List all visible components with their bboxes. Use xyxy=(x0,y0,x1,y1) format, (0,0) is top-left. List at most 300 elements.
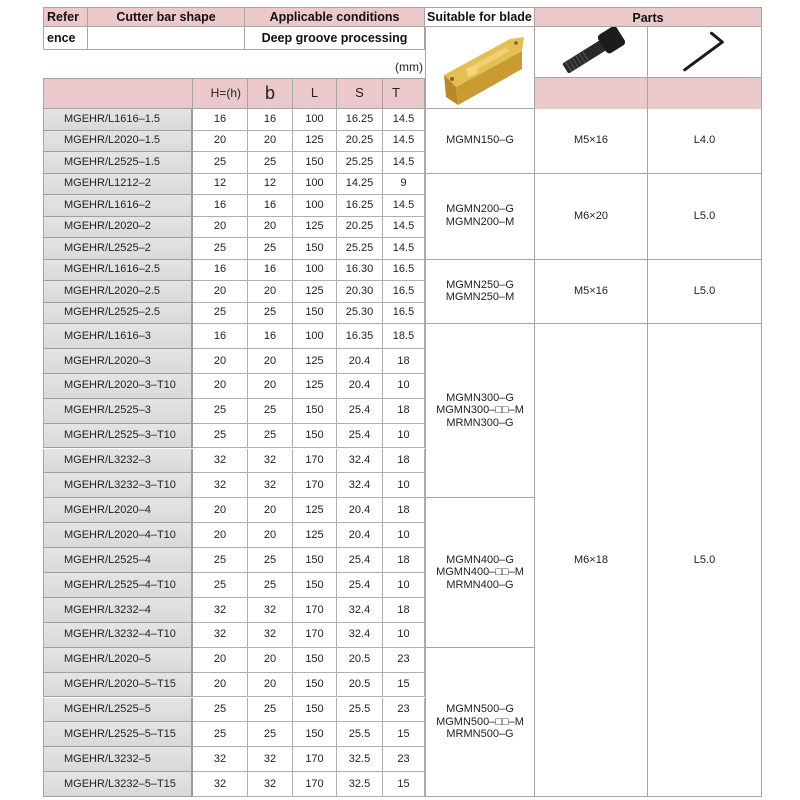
key-spec: L5.0 xyxy=(693,284,716,297)
cell-t xyxy=(383,217,425,239)
model-name: MGEHR/L3232–3 xyxy=(64,454,151,467)
cell-s xyxy=(337,131,383,153)
column-header-t-label: T xyxy=(392,85,400,101)
value-h: 16 xyxy=(213,198,227,211)
reference-label-bottom: ence xyxy=(47,30,76,45)
cell-h xyxy=(193,399,248,424)
cell-b xyxy=(248,673,293,698)
value-s: 32.4 xyxy=(348,603,371,616)
screw-spec: M6×18 xyxy=(574,553,608,566)
value-s: 25.4 xyxy=(348,404,371,417)
value-t: 16.5 xyxy=(392,306,415,319)
model-cell xyxy=(43,217,193,239)
model-cell xyxy=(43,648,193,673)
cell-b xyxy=(248,324,293,349)
blade-group-cell xyxy=(425,498,535,647)
cell-t xyxy=(383,131,425,153)
value-b: 32 xyxy=(263,479,277,492)
value-t: 14.5 xyxy=(392,220,415,233)
value-l: 150 xyxy=(305,678,324,691)
model-cell xyxy=(43,349,193,374)
value-l: 170 xyxy=(305,454,324,467)
cell-s xyxy=(337,473,383,498)
value-t: 23 xyxy=(397,653,410,666)
value-b: 12 xyxy=(263,177,277,190)
value-l: 125 xyxy=(305,379,324,392)
model-name: MGEHR/L1616–2 xyxy=(64,198,151,211)
cell-t xyxy=(383,573,425,598)
model-cell xyxy=(43,548,193,573)
value-l: 150 xyxy=(305,553,324,566)
cell-b xyxy=(248,473,293,498)
cell-h xyxy=(193,598,248,623)
cell-l xyxy=(293,722,337,747)
cell-h xyxy=(193,195,248,217)
screw-image-cell xyxy=(535,27,648,78)
model-name: MGEHR/L2020–1.5 xyxy=(64,134,160,147)
cell-b xyxy=(248,548,293,573)
cell-l xyxy=(293,131,337,153)
key-group-cell xyxy=(648,260,762,325)
value-h: 25 xyxy=(213,306,227,319)
unit-text: (mm) xyxy=(395,60,423,75)
cell-b xyxy=(248,131,293,153)
model-cell xyxy=(43,281,193,303)
cell-l xyxy=(293,772,337,797)
value-t: 16.5 xyxy=(392,263,415,276)
value-t: 18 xyxy=(397,553,410,566)
value-t: 14.5 xyxy=(392,155,415,168)
clamp-screw-icon xyxy=(535,27,647,78)
cell-b xyxy=(248,260,293,282)
value-s: 32.4 xyxy=(348,454,371,467)
value-t: 9 xyxy=(400,177,407,190)
cell-h xyxy=(193,109,248,131)
cell-l xyxy=(293,238,337,260)
cell-t xyxy=(383,747,425,772)
reference-header-continued xyxy=(43,27,88,50)
parts-label: Parts xyxy=(632,10,664,25)
value-b: 25 xyxy=(263,306,277,319)
value-t: 10 xyxy=(397,628,410,641)
cell-t xyxy=(383,548,425,573)
blade-code: MGMN200–M xyxy=(445,216,515,228)
cell-h xyxy=(193,623,248,648)
cell-l xyxy=(293,698,337,723)
cell-t xyxy=(383,623,425,648)
key-group-cell xyxy=(648,324,762,797)
cell-s xyxy=(337,698,383,723)
model-name: MGEHR/L2525–3 xyxy=(64,404,151,417)
cell-l xyxy=(293,399,337,424)
model-name: MGEHR/L3232–3–T10 xyxy=(64,479,176,492)
cell-t xyxy=(383,349,425,374)
value-h: 32 xyxy=(213,479,227,492)
value-h: 25 xyxy=(213,241,227,254)
condition-value: Deep groove processing xyxy=(261,30,408,45)
value-l: 125 xyxy=(305,284,324,297)
cell-t xyxy=(383,303,425,325)
value-b: 25 xyxy=(263,553,277,566)
cell-s xyxy=(337,399,383,424)
model-cell xyxy=(43,722,193,747)
cell-b xyxy=(248,152,293,174)
cell-t xyxy=(383,722,425,747)
blade-code: MRMN500–G xyxy=(446,728,514,741)
cell-b xyxy=(248,573,293,598)
cell-h xyxy=(193,673,248,698)
value-s: 20.4 xyxy=(348,528,371,541)
condition-value-cell xyxy=(245,27,425,50)
model-cell xyxy=(43,324,193,349)
cell-s xyxy=(337,772,383,797)
value-l: 125 xyxy=(305,503,324,516)
cell-s xyxy=(337,303,383,325)
value-b: 20 xyxy=(263,354,277,367)
value-s: 14.25 xyxy=(345,177,374,190)
blade-code: MRMN400–G xyxy=(446,578,514,591)
value-b: 20 xyxy=(263,653,277,666)
value-l: 100 xyxy=(305,329,324,342)
value-s: 20.5 xyxy=(348,678,371,691)
cell-b xyxy=(248,349,293,374)
value-t: 18.5 xyxy=(392,329,415,342)
blade-image-cell xyxy=(425,27,535,109)
column-header-l-label: L xyxy=(310,85,319,101)
value-h: 16 xyxy=(213,263,227,276)
cell-l xyxy=(293,152,337,174)
cell-h xyxy=(193,772,248,797)
model-cell xyxy=(43,772,193,797)
value-l: 150 xyxy=(305,578,324,591)
value-t: 16.5 xyxy=(392,284,415,297)
value-s: 20.4 xyxy=(348,503,371,516)
cell-l xyxy=(293,174,337,196)
model-name: MGEHR/L2525–2.5 xyxy=(64,306,160,319)
blade-code: MGMN500–□□–M xyxy=(436,715,524,728)
grooving-insert-icon xyxy=(430,31,530,105)
value-t: 14.5 xyxy=(392,134,415,147)
model-cell xyxy=(43,498,193,523)
cell-t xyxy=(383,152,425,174)
cell-b xyxy=(248,281,293,303)
parts-header xyxy=(535,7,762,27)
value-s: 25.4 xyxy=(348,429,371,442)
value-l: 150 xyxy=(305,728,324,741)
cell-b xyxy=(248,623,293,648)
blade-code: MGMN150–G xyxy=(446,134,514,147)
model-name: MGEHR/L2525–4–T10 xyxy=(64,578,176,591)
cell-b xyxy=(248,217,293,239)
model-name: MGEHR/L2020–2 xyxy=(64,220,151,233)
blade-group-cell xyxy=(425,260,535,325)
value-t: 23 xyxy=(397,703,410,716)
model-cell xyxy=(43,473,193,498)
cell-t xyxy=(383,174,425,196)
cell-s xyxy=(337,424,383,449)
value-l: 100 xyxy=(305,198,324,211)
value-h: 32 xyxy=(213,454,227,467)
cell-h xyxy=(193,523,248,548)
key-spec: L5.0 xyxy=(693,553,716,566)
value-t: 10 xyxy=(397,429,410,442)
cell-t xyxy=(383,399,425,424)
cell-l xyxy=(293,109,337,131)
cell-b xyxy=(248,424,293,449)
value-h: 32 xyxy=(213,777,227,790)
column-header-h-label: H=(h) xyxy=(210,85,241,100)
value-h: 20 xyxy=(213,653,227,666)
value-h: 20 xyxy=(213,678,227,691)
cell-s xyxy=(337,217,383,239)
value-t: 10 xyxy=(397,379,410,392)
cutter-bar-shape-label: Cutter bar shape xyxy=(116,9,216,24)
key-group-cell xyxy=(648,174,762,260)
value-l: 150 xyxy=(305,653,324,666)
cell-h xyxy=(193,747,248,772)
value-l: 150 xyxy=(305,306,324,319)
value-s: 25.30 xyxy=(345,306,374,319)
value-s: 20.30 xyxy=(345,284,374,297)
value-h: 20 xyxy=(213,220,227,233)
cell-l xyxy=(293,374,337,399)
blade-code: MGMN250–G xyxy=(446,278,514,291)
model-name: MGEHR/L2525–2 xyxy=(64,241,151,254)
value-h: 20 xyxy=(213,503,227,516)
value-s: 25.4 xyxy=(348,578,371,591)
model-cell xyxy=(43,523,193,548)
value-t: 14.5 xyxy=(392,241,415,254)
cutter-bar-shape-cell xyxy=(88,27,245,50)
screw-spec: M6×20 xyxy=(574,209,608,222)
unit-label xyxy=(360,58,425,78)
cell-t xyxy=(383,260,425,282)
cell-b xyxy=(248,399,293,424)
value-s: 16.30 xyxy=(345,263,374,276)
value-b: 25 xyxy=(263,703,277,716)
cell-b xyxy=(248,238,293,260)
value-t: 18 xyxy=(397,454,410,467)
value-s: 16.25 xyxy=(345,198,374,211)
cell-b xyxy=(248,772,293,797)
model-name: MGEHR/L2020–3 xyxy=(64,354,151,367)
cell-b xyxy=(248,598,293,623)
cell-t xyxy=(383,498,425,523)
cutter-bar-shape-header xyxy=(88,7,245,27)
value-l: 170 xyxy=(305,603,324,616)
cell-l xyxy=(293,473,337,498)
cell-h xyxy=(193,374,248,399)
value-t: 14.5 xyxy=(392,198,415,211)
model-name: MGEHR/L2525–1.5 xyxy=(64,155,160,168)
value-s: 16.25 xyxy=(345,112,374,125)
cell-t xyxy=(383,195,425,217)
cell-l xyxy=(293,324,337,349)
cell-s xyxy=(337,623,383,648)
cell-t xyxy=(383,473,425,498)
value-l: 170 xyxy=(305,777,324,790)
value-l: 170 xyxy=(305,752,324,765)
cell-l xyxy=(293,424,337,449)
value-s: 32.4 xyxy=(348,628,371,641)
column-header-t xyxy=(383,78,425,109)
model-name: MGEHR/L3232–4 xyxy=(64,603,151,616)
cell-h xyxy=(193,349,248,374)
value-t: 23 xyxy=(397,752,410,765)
model-cell xyxy=(43,698,193,723)
cell-h xyxy=(193,217,248,239)
value-b: 16 xyxy=(263,263,277,276)
cell-l xyxy=(293,217,337,239)
reference-header xyxy=(43,7,88,27)
value-h: 20 xyxy=(213,134,227,147)
value-b: 20 xyxy=(263,678,277,691)
model-name: MGEHR/L2020–4–T10 xyxy=(64,528,176,541)
screw-spec: M5×16 xyxy=(574,134,608,147)
cell-t xyxy=(383,238,425,260)
cell-s xyxy=(337,523,383,548)
screw-spec: M5×16 xyxy=(574,284,608,297)
cell-s xyxy=(337,238,383,260)
value-b: 25 xyxy=(263,429,277,442)
value-h: 20 xyxy=(213,528,227,541)
screw-group-cell xyxy=(535,109,648,174)
screw-group-cell xyxy=(535,260,648,325)
cell-h xyxy=(193,281,248,303)
cell-l xyxy=(293,349,337,374)
value-b: 25 xyxy=(263,728,277,741)
value-b: 25 xyxy=(263,578,277,591)
blade-code: MRMN300–G xyxy=(446,416,514,429)
cell-h xyxy=(193,324,248,349)
key-spec: L5.0 xyxy=(693,209,716,222)
value-b: 25 xyxy=(263,241,277,254)
model-name: MGEHR/L2525–5–T15 xyxy=(64,728,176,741)
value-l: 100 xyxy=(305,177,324,190)
hex-key-icon xyxy=(648,27,761,78)
cell-s xyxy=(337,195,383,217)
model-name: MGEHR/L3232–4–T10 xyxy=(64,628,176,641)
blade-group-cell xyxy=(425,174,535,260)
cell-s xyxy=(337,349,383,374)
cell-t xyxy=(383,324,425,349)
blade-group-cell xyxy=(425,324,535,498)
model-cell xyxy=(43,195,193,217)
value-b: 20 xyxy=(263,528,277,541)
model-name: MGEHR/L2525–5 xyxy=(64,703,151,716)
model-cell xyxy=(43,131,193,153)
value-l: 125 xyxy=(305,354,324,367)
value-l: 100 xyxy=(305,112,324,125)
value-l: 170 xyxy=(305,479,324,492)
value-b: 25 xyxy=(263,155,277,168)
cell-b xyxy=(248,174,293,196)
value-h: 20 xyxy=(213,354,227,367)
cell-b xyxy=(248,109,293,131)
column-header-l xyxy=(293,78,337,109)
value-t: 10 xyxy=(397,528,410,541)
cell-s xyxy=(337,281,383,303)
model-cell xyxy=(43,449,193,474)
cell-t xyxy=(383,772,425,797)
cell-l xyxy=(293,573,337,598)
value-b: 32 xyxy=(263,752,277,765)
model-cell xyxy=(43,260,193,282)
value-l: 150 xyxy=(305,241,324,254)
model-name: MGEHR/L2020–5–T15 xyxy=(64,678,176,691)
value-b: 16 xyxy=(263,112,277,125)
cell-b xyxy=(248,374,293,399)
cell-h xyxy=(193,303,248,325)
cell-b xyxy=(248,722,293,747)
value-l: 150 xyxy=(305,404,324,417)
value-h: 16 xyxy=(213,112,227,125)
value-b: 20 xyxy=(263,284,277,297)
value-b: 20 xyxy=(263,503,277,516)
blade-code: MGMN200–G xyxy=(446,203,514,216)
value-b: 25 xyxy=(263,404,277,417)
screw-group-cell xyxy=(535,174,648,260)
cell-s xyxy=(337,109,383,131)
value-t: 15 xyxy=(397,728,410,741)
cell-s xyxy=(337,260,383,282)
cell-t xyxy=(383,523,425,548)
model-cell xyxy=(43,673,193,698)
model-cell xyxy=(43,573,193,598)
model-name: MGEHR/L2020–2.5 xyxy=(64,284,160,297)
value-s: 20.4 xyxy=(348,379,371,392)
cell-t xyxy=(383,109,425,131)
cell-s xyxy=(337,324,383,349)
model-name: MGEHR/L2525–4 xyxy=(64,553,151,566)
key-column-header xyxy=(648,78,762,110)
value-h: 25 xyxy=(213,703,227,716)
value-s: 20.5 xyxy=(348,653,371,666)
value-h: 25 xyxy=(213,429,227,442)
value-h: 32 xyxy=(213,628,227,641)
value-h: 16 xyxy=(213,329,227,342)
value-t: 15 xyxy=(397,678,410,691)
blade-code: MGMN400–□□–M xyxy=(436,566,524,579)
cell-h xyxy=(193,473,248,498)
value-h: 20 xyxy=(213,379,227,392)
model-name: MGEHR/L2020–5 xyxy=(64,653,151,666)
blade-code: MGMN250–M xyxy=(445,291,515,304)
value-h: 32 xyxy=(213,603,227,616)
model-cell xyxy=(43,747,193,772)
value-b: 16 xyxy=(263,329,277,342)
cell-s xyxy=(337,648,383,673)
cell-h xyxy=(193,174,248,196)
value-s: 16.35 xyxy=(345,329,374,342)
value-b: 32 xyxy=(263,454,277,467)
cell-h xyxy=(193,449,248,474)
value-t: 18 xyxy=(397,404,410,417)
model-name: MGEHR/L2525–3–T10 xyxy=(64,429,176,442)
cell-h xyxy=(193,424,248,449)
value-b: 20 xyxy=(263,220,277,233)
value-b: 32 xyxy=(263,603,277,616)
blade-group-cell xyxy=(425,109,535,174)
value-b: 20 xyxy=(263,134,277,147)
cell-t xyxy=(383,449,425,474)
value-t: 14.5 xyxy=(392,112,415,125)
model-cell xyxy=(43,109,193,131)
cell-h xyxy=(193,238,248,260)
value-b: 32 xyxy=(263,777,277,790)
value-s: 25.25 xyxy=(345,241,374,254)
value-t: 10 xyxy=(397,578,410,591)
